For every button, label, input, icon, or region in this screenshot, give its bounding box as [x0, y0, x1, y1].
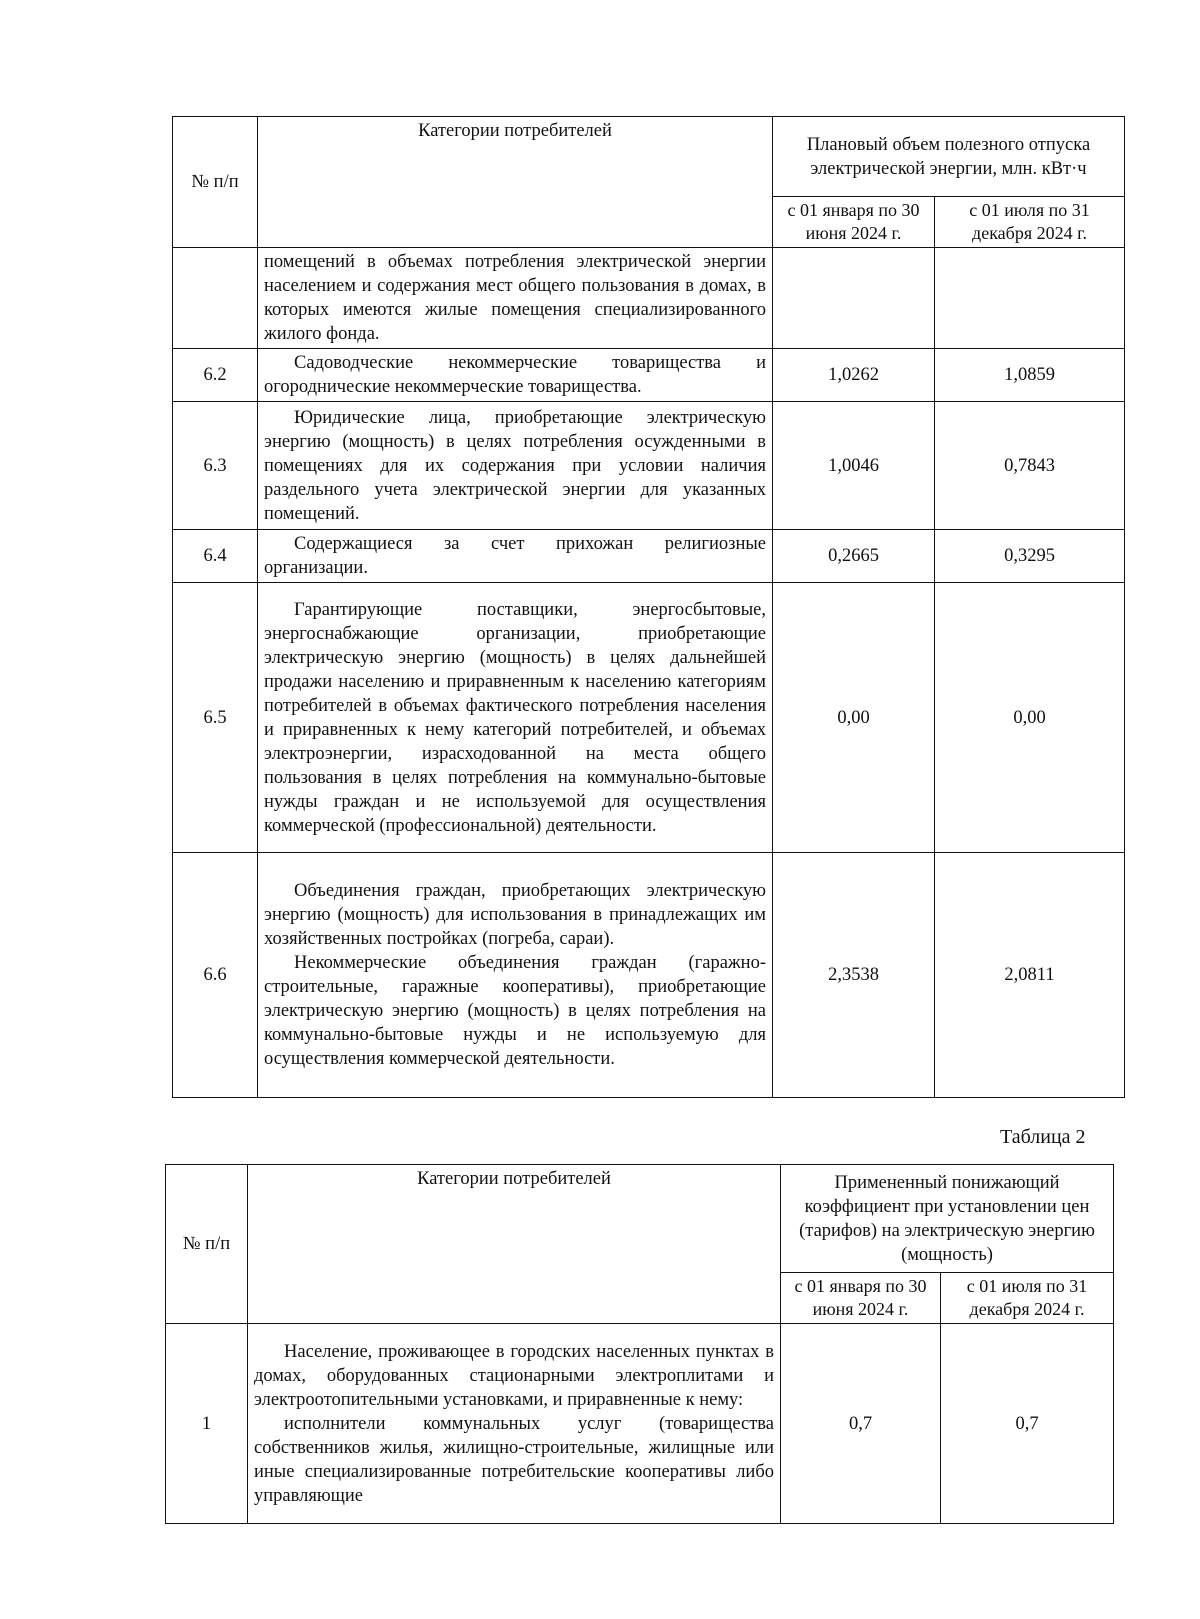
- row-category: [258, 530, 773, 583]
- row-number: 6.3: [173, 402, 258, 530]
- table-row: [173, 853, 1125, 1098]
- row-value-period-1: 1,0046: [773, 402, 935, 530]
- row-value-period-1: 0,00: [773, 583, 935, 853]
- col-header-period-1: с 01 января по 30 июня 2024 г.: [773, 197, 935, 248]
- row-value-period-2: 0,7843: [935, 402, 1125, 530]
- col-header-coefficient: Примененный понижающий коэффициент при установлении цен (тарифов) на электрическую энергию (мощность): [781, 1165, 1114, 1273]
- row-category: [258, 583, 773, 853]
- row-value-period-2: 0,3295: [935, 530, 1125, 583]
- col-header-period-2: с 01 июля по 31 декабря 2024 г.: [935, 197, 1125, 248]
- col-header-num: № п/п: [173, 117, 258, 248]
- row-value-period-2: [935, 248, 1125, 349]
- col-header-category: Категории потребителей: [258, 117, 773, 248]
- row-value-period-1: 1,0262: [773, 349, 935, 402]
- row-value-period-1: 0,7: [781, 1324, 941, 1524]
- row-number: 6.5: [173, 583, 258, 853]
- category-text: помещений в объемах потребления электрической энергии населением и содержания мест общего пользования в домах, в которых имеются жилые помещения специализированного жилого фонда.: [264, 252, 766, 344]
- category-text: Население, проживающее в городских населенных пунктах в домах, оборудованных стационарными электроплитами и электроотопительными установками, и приравненные к нему:: [254, 1341, 774, 1410]
- row-value-period-1: 2,3538: [773, 853, 935, 1098]
- category-text: Объединения граждан, приобретающих электрическую энергию (мощность) для использования в принадлежащих им хозяйственных постройках (погреба, сараи).: [264, 881, 766, 949]
- table-row: [173, 530, 1125, 583]
- row-value-period-2: 0,00: [935, 583, 1125, 853]
- row-number: 6.2: [173, 349, 258, 402]
- row-value-period-2: 2,0811: [935, 853, 1125, 1098]
- category-text: Садоводческие некоммерческие товарищества и огороднические некоммерческие товарищества.: [264, 353, 766, 397]
- reduction-coefficient-table: [165, 1164, 1114, 1524]
- row-number: 1: [166, 1324, 248, 1524]
- col-header-period-2: с 01 июля по 31 декабря 2024 г.: [941, 1273, 1114, 1324]
- row-number: 6.6: [173, 853, 258, 1098]
- category-text: Некоммерческие объединения граждан (гаражно-строительные, гаражные кооперативы), приобретающие электрическую энергию (мощность) в целях потребления на коммунально-бытовые нужды и не используемую для осуществления коммерческой деятельности.: [264, 953, 766, 1069]
- row-number: [173, 248, 258, 349]
- category-text: исполнители коммунальных услуг (товарищества собственников жилья, жилищно-строительные, жилищные или иные специализированные потребительские кооперативы либо управляющие: [254, 1413, 774, 1506]
- table-row: [173, 402, 1125, 530]
- row-value-period-2: 0,7: [941, 1324, 1114, 1524]
- category-text: Содержащиеся за счет прихожан религиозные организации.: [264, 534, 766, 578]
- col-header-num: № п/п: [166, 1165, 248, 1324]
- category-text: Гарантирующие поставщики, энергосбытовые, энергоснабжающие организации, приобретающие электрическую энергию (мощность) в целях дальнейшей продажи населению и приравненным к населению категориям потребителей в объемах фактического потребления населения и приравненных к нему категорий потребителей, и объемах электроэнергии, израсходованной на места общего пользования в целях потребления на коммунально-бытовые нужды граждан и не используемой для осуществления коммерческой (профессиональной) деятельности.: [264, 599, 766, 836]
- row-value-period-1: 0,2665: [773, 530, 935, 583]
- table-row: [166, 1324, 1114, 1524]
- table-2-title: Таблица 2: [1000, 1126, 1086, 1148]
- row-value-period-1: [773, 248, 935, 349]
- col-header-category: Категории потребителей: [248, 1165, 781, 1324]
- row-category: [258, 402, 773, 530]
- table-row: [173, 583, 1125, 853]
- row-category: [258, 349, 773, 402]
- table-row: [173, 248, 1125, 349]
- row-category: [258, 853, 773, 1098]
- planned-volume-table: [172, 116, 1125, 1098]
- category-text: Юридические лица, приобретающие электрическую энергию (мощность) в целях потребления осужденными в помещениях для их содержания при условии наличия раздельного учета электрической энергии для указанных помещений.: [264, 407, 766, 524]
- row-category: [258, 248, 773, 349]
- row-number: 6.4: [173, 530, 258, 583]
- row-category: [248, 1324, 781, 1524]
- col-header-period-1: с 01 января по 30 июня 2024 г.: [781, 1273, 941, 1324]
- table-row: [173, 349, 1125, 402]
- col-header-planned-volume: Плановый объем полезного отпуска электрической энергии, млн. кВт·ч: [773, 117, 1125, 197]
- row-value-period-2: 1,0859: [935, 349, 1125, 402]
